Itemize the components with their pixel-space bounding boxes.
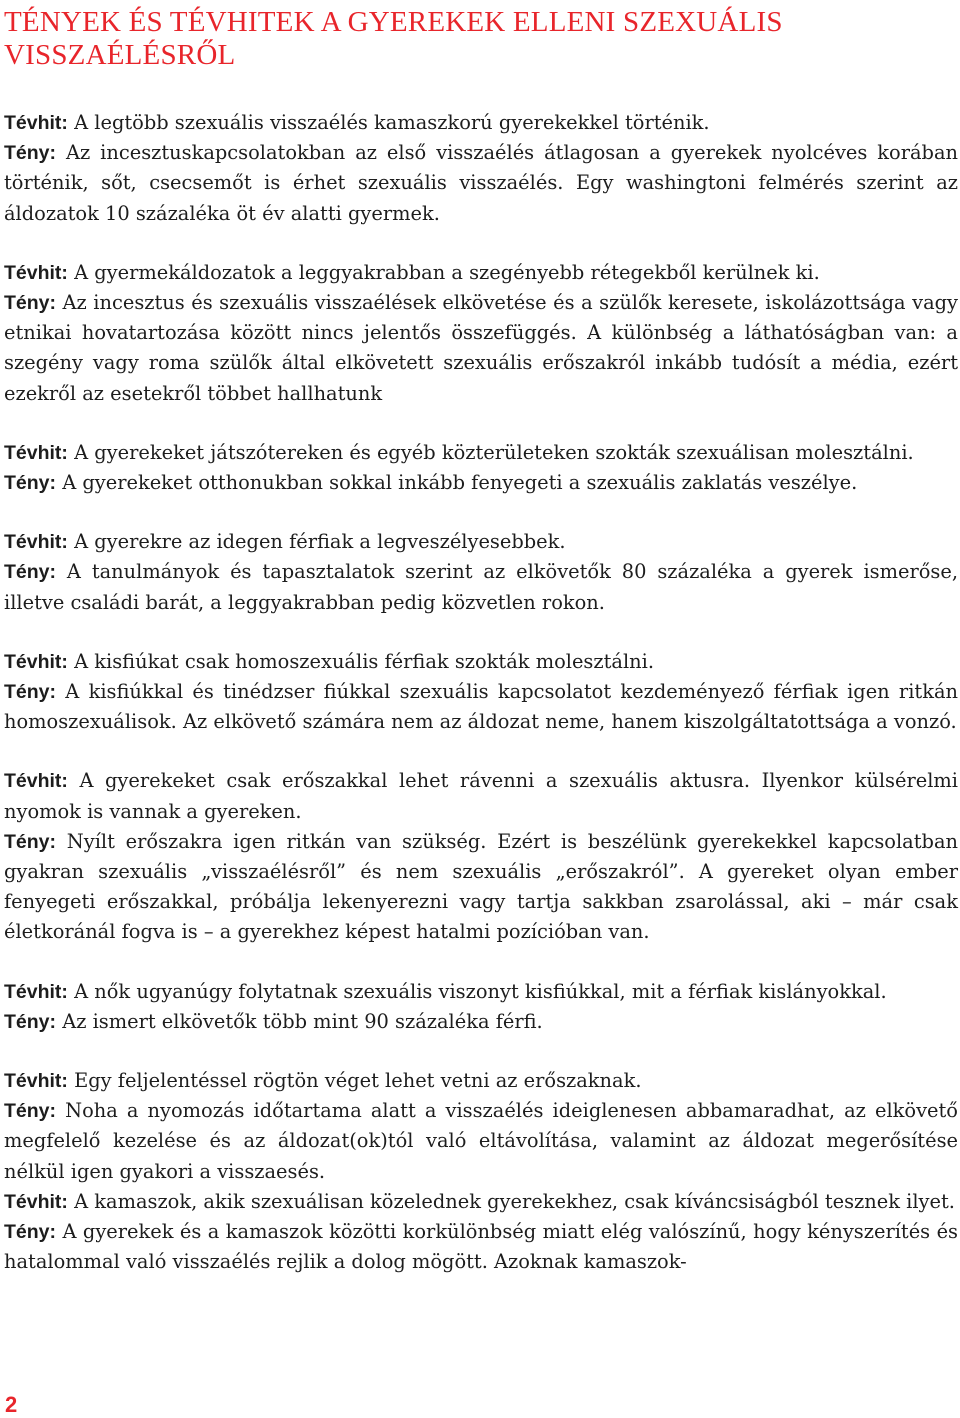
fact-paragraph	[4, 677, 958, 737]
myth-fact-entry	[4, 108, 958, 229]
myth-label: Tévhit:	[4, 1190, 68, 1213]
myth-paragraph	[4, 977, 958, 1007]
fact-paragraph	[4, 138, 958, 229]
page-number: 2	[5, 1392, 18, 1417]
page-title	[4, 6, 958, 72]
fact-label: Tény:	[4, 1221, 57, 1244]
document-page	[4, 0, 958, 1278]
fact-text: Az ismert elkövetők több mint 90 százaléka férfi.	[62, 1009, 543, 1033]
myth-paragraph	[4, 258, 958, 288]
myth-fact-entry	[4, 977, 958, 1037]
fact-label: Tény:	[4, 472, 57, 495]
myth-paragraph	[4, 647, 958, 677]
fact-label: Tény:	[4, 292, 57, 315]
myth-text: Egy feljelentéssel rögtön véget lehet vetni az erőszaknak.	[74, 1069, 642, 1093]
fact-label: Tény:	[4, 830, 57, 853]
fact-text: A gyerekeket otthonukban sokkal inkább fenyegeti a szexuális zaklatás veszélye.	[62, 471, 858, 495]
fact-text: Az incesztus és szexuális visszaélések elkövetése és a szülők keresete, iskolázottsága vagy etnikai hovatartozása között nincs jelentős összefüggés. A különbség a láthatóságban van: a szegény vagy roma szülők által elkövetett szexuális erőszakról inkább tudósít a média, ezért ezekről az esetekről többet hallhatunk	[4, 291, 959, 405]
fact-label: Tény:	[4, 681, 57, 704]
myth-fact-entry	[4, 438, 958, 498]
myth-label: Tévhit:	[4, 1070, 68, 1093]
fact-label: Tény:	[4, 561, 57, 584]
fact-text: A tanulmányok és tapasztalatok szerint az elkövetők 80 százaléka a gyerek ismerőse, illetve családi barát, a leggyakrabban pedig közvetlen rokon.	[4, 560, 958, 614]
myth-fact-entry	[4, 527, 958, 618]
myth-text: A nők ugyanúgy folytatnak szexuális viszonyt kisfiúkkal, mit a férfiak kislányokkal.	[74, 979, 887, 1003]
fact-text: Nyílt erőszakra igen ritkán van szükség. Ezért is beszélünk gyerekekkel kapcsolatban gyakran szexuális „visszaélésről” és nem szexuális „erőszakról”. A gyereket olyan ember fenyegeti erőszakkal, próbálja lekenyerezni vagy tartja sakkban zsarolással, aki – már csak életkoránál fogva is – a gyerekhez képest hatalmi pozícióban van.	[4, 829, 958, 944]
myth-label: Tévhit:	[4, 112, 68, 134]
myth-text: A gyerekeket játszótereken és egyéb közterületeken szokták szexuálisan molesztálni.	[74, 440, 914, 464]
fact-label: Tény:	[4, 1100, 57, 1123]
myth-paragraph	[4, 527, 958, 557]
fact-paragraph	[4, 1217, 958, 1277]
myth-paragraph	[4, 438, 958, 468]
fact-paragraph	[4, 288, 958, 409]
myth-text: A gyerekre az idegen férfiak a legveszélyesebbek.	[74, 530, 566, 554]
fact-paragraph	[4, 827, 958, 948]
fact-text: Az incesztuskapcsolatokban az első visszaélés átlagosan a gyerekek nyolcéves korában történik, sőt, csecsemőt is érhet szexuális visszaélés. Egy washingtoni felmérés szerint az áldozatok 10 százaléka öt év alatti gyermek.	[4, 141, 958, 225]
myth-fact-entry	[4, 647, 958, 738]
myth-paragraph	[4, 766, 958, 826]
myth-fact-entry	[4, 1187, 958, 1278]
myth-label: Tévhit:	[4, 531, 68, 554]
myth-fact-entry	[4, 766, 958, 947]
fact-label: Tény:	[4, 1010, 57, 1033]
fact-paragraph	[4, 468, 958, 498]
myth-text: A kamaszok, akik szexuálisan közelednek gyerekekhez, csak kíváncsiságból tesznek ilyet.	[74, 1189, 955, 1213]
fact-text: Noha a nyomozás időtartama alatt a visszaélés ideiglenesen abbamaradhat, az elkövető megfelelő kezelése és az áldozat(ok)tól való eltávolítása, valamint az áldozat megerősítése nélkül igen gyakori a visszaesés.	[4, 1099, 958, 1183]
myth-fact-entry	[4, 1066, 958, 1187]
myth-label: Tévhit:	[4, 650, 68, 673]
fact-label: Tény:	[4, 142, 57, 165]
fact-text: A gyerekek és a kamaszok közötti korkülönbség miatt elég valószínű, hogy kényszerítés és hatalommal való visszaélés rejlik a dolog mögött. Azoknak kamaszok-	[4, 1220, 958, 1274]
title-line-1: TÉNYEK ÉS TÉVHITEK A GYEREKEK ELLENI SZEXUÁLIS	[4, 6, 783, 38]
myth-text: A legtöbb szexuális visszaélés kamaszkorú gyerekekkel történik.	[74, 111, 710, 134]
title-line-2: VISSZAÉLÉSRŐL	[4, 39, 236, 71]
fact-paragraph	[4, 1007, 958, 1037]
myth-text: A kisfiúkat csak homoszexuális férfiak szokták molesztálni.	[74, 649, 655, 673]
myth-text: A gyerekeket csak erőszakkal lehet rávenni a szexuális aktusra. Ilyenkor külsérelmi nyomok is vannak a gyereken.	[4, 769, 958, 823]
fact-paragraph	[4, 557, 958, 617]
myth-label: Tévhit:	[4, 261, 68, 284]
myth-fact-entry	[4, 258, 958, 409]
fact-text: A kisfiúkkal és tinédzser fiúkkal szexuális kapcsolatot kezdeményező férfiak igen ritkán homoszexuálisok. Az elkövető számára nem az áldozat neme, hanem kiszolgáltatottsága a vonzó.	[4, 680, 958, 734]
myth-paragraph	[4, 1066, 958, 1096]
myth-label: Tévhit:	[4, 980, 68, 1003]
myth-label: Tévhit:	[4, 441, 68, 464]
myth-fact-list	[4, 108, 958, 1278]
myth-text: A gyermekáldozatok a leggyakrabban a szegényebb rétegekből kerülnek ki.	[74, 260, 820, 284]
fact-paragraph	[4, 1096, 958, 1187]
myth-paragraph	[4, 108, 958, 138]
myth-paragraph	[4, 1187, 958, 1217]
myth-label: Tévhit:	[4, 770, 68, 793]
